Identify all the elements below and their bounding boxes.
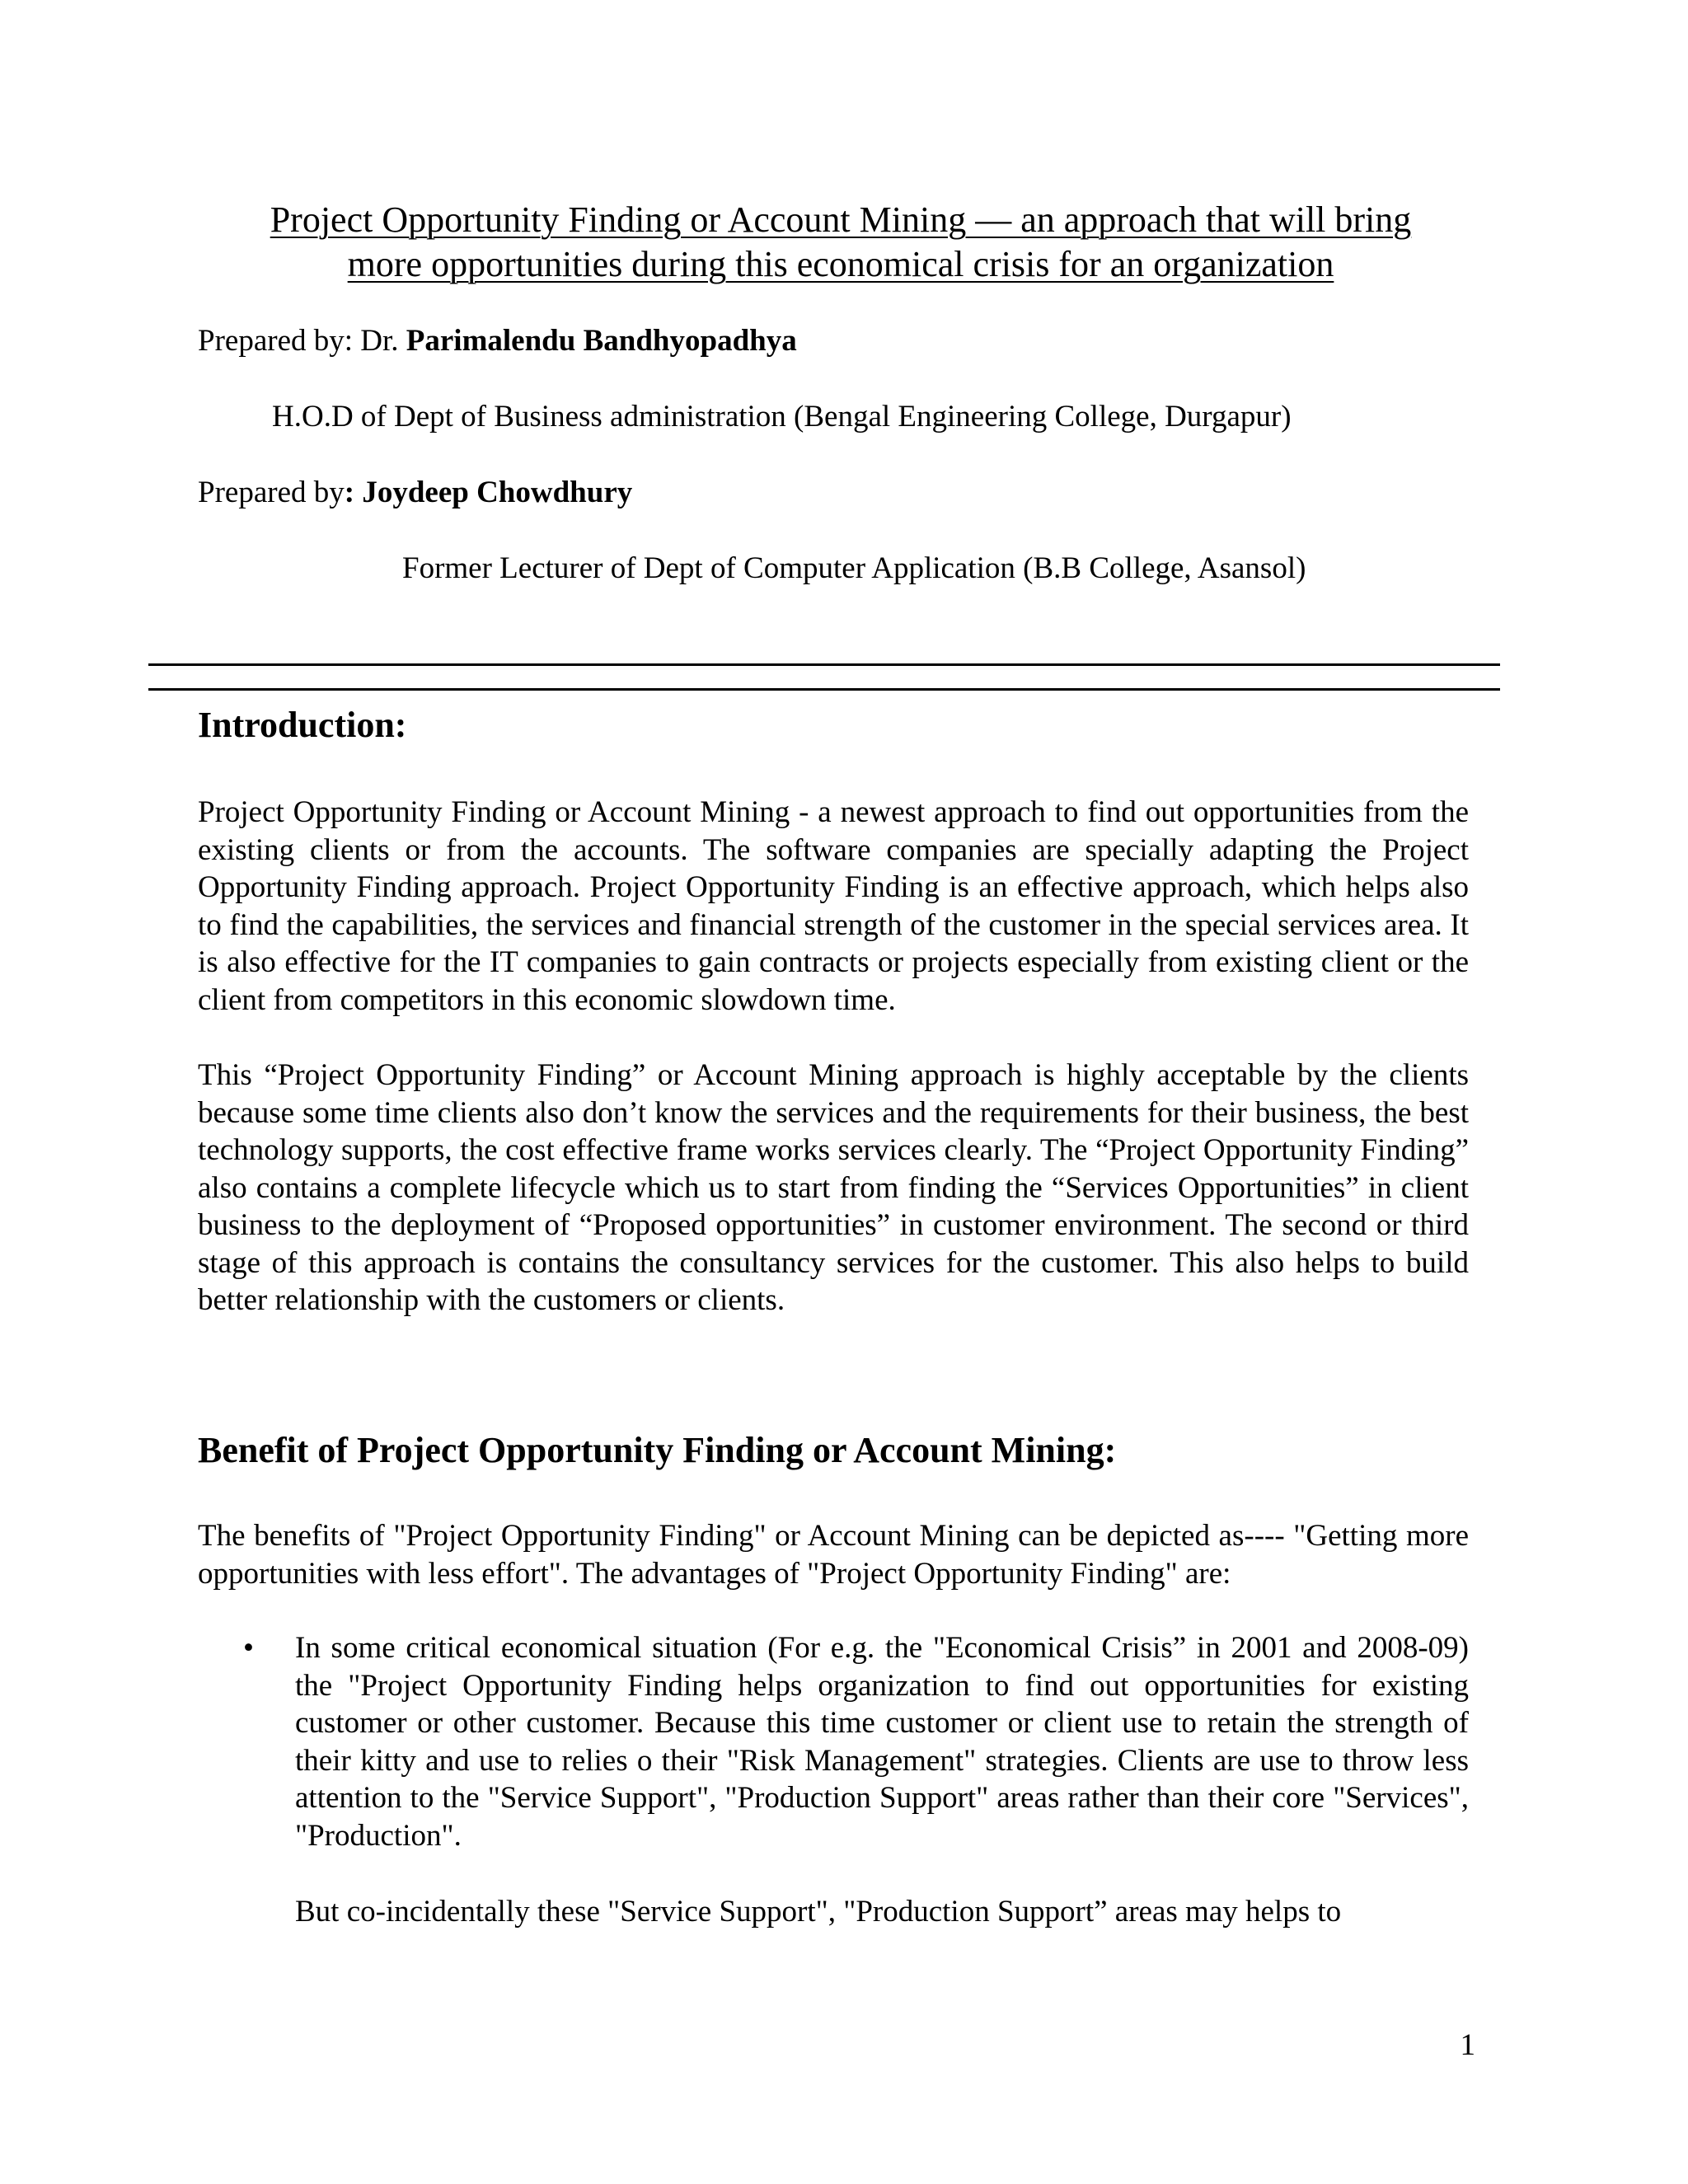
title-line-1: Project Opportunity Finding or Account Mining — an approach that will bring [270, 199, 1412, 240]
author-1-affiliation: H.O.D of Dept of Business administration (Bengal Engineering College, Durgapur) [272, 400, 1292, 434]
bullet-icon: • [243, 1631, 254, 1665]
author-2-name: : Joydeep Chowdhury [344, 476, 633, 509]
author-2-affiliation: Former Lecturer of Dept of Computer Application (B.B College, Asansol) [402, 551, 1306, 585]
author-2-line [198, 475, 632, 511]
benefit-continuation-paragraph: But co-incidentally these "Service Support", "Production Support” areas may helps to [295, 1895, 1342, 1929]
benefit-heading: Benefit of Project Opportunity Finding or Account Mining: [198, 1430, 1117, 1470]
divider-rule-bottom [148, 688, 1500, 691]
title-line-2: more opportunities during this economical crisis for an organization [347, 244, 1334, 284]
introduction-heading: Introduction: [198, 705, 407, 745]
benefit-intro-paragraph: The benefits of "Project Opportunity Finding" or Account Mining can be depicted as---- "Getting more opportunities with less effort". The advantages of "Project Opportunity Finding" are: [198, 1519, 1469, 1591]
page-number: 1 [1460, 2028, 1475, 2062]
author-1-line [198, 323, 797, 359]
introduction-paragraph-2: This “Project Opportunity Finding” or Account Mining approach is highly acceptable by the clients because some time clients also don’t know the services and the requirements for their business, the best technology supports, the cost effective frame works services clearly. The “Project Opportunity Finding” also contains a complete lifecycle which us to start from finding the “Services Opportunities” in client business to the deployment of “Proposed opportunities” in customer environment. The second or third stage of this approach is contains the consultancy services for the customer. This also helps to build better relationship with the customers or clients. [198, 1058, 1469, 1317]
divider-rule-top [148, 663, 1500, 666]
author-2-prefix: Prepared by [198, 476, 345, 509]
document-title [165, 198, 1517, 287]
author-1-prefix: Prepared by: Dr. [198, 324, 406, 358]
benefit-bullet-1: In some critical economical situation (For e.g. the "Economical Crisis” in 2001 and 2008-09) the "Project Opportunity Finding helps organization to find out opportunities for existing customer or other customer. Because this time customer or client use to retain the strength of their kitty and use to relies o their "Risk Management" strategies. Clients are use to throw less attention to the "Service Support", "Production Support" areas rather than their core "Services", "Production". [295, 1631, 1469, 1853]
author-1-name: Parimalendu Bandhyopadhya [406, 324, 797, 358]
introduction-paragraph-1: Project Opportunity Finding or Account Mining - a newest approach to find out opportunities from the existing clients or from the accounts. The software companies are specially adapting the Project Opportunity Finding approach. Project Opportunity Finding is an effective approach, which helps also to find the capabilities, the services and financial strength of the customer in the special services area. It is also effective for the IT companies to gain contracts or projects especially from existing client or the client from competitors in this economic slowdown time. [198, 795, 1469, 1017]
